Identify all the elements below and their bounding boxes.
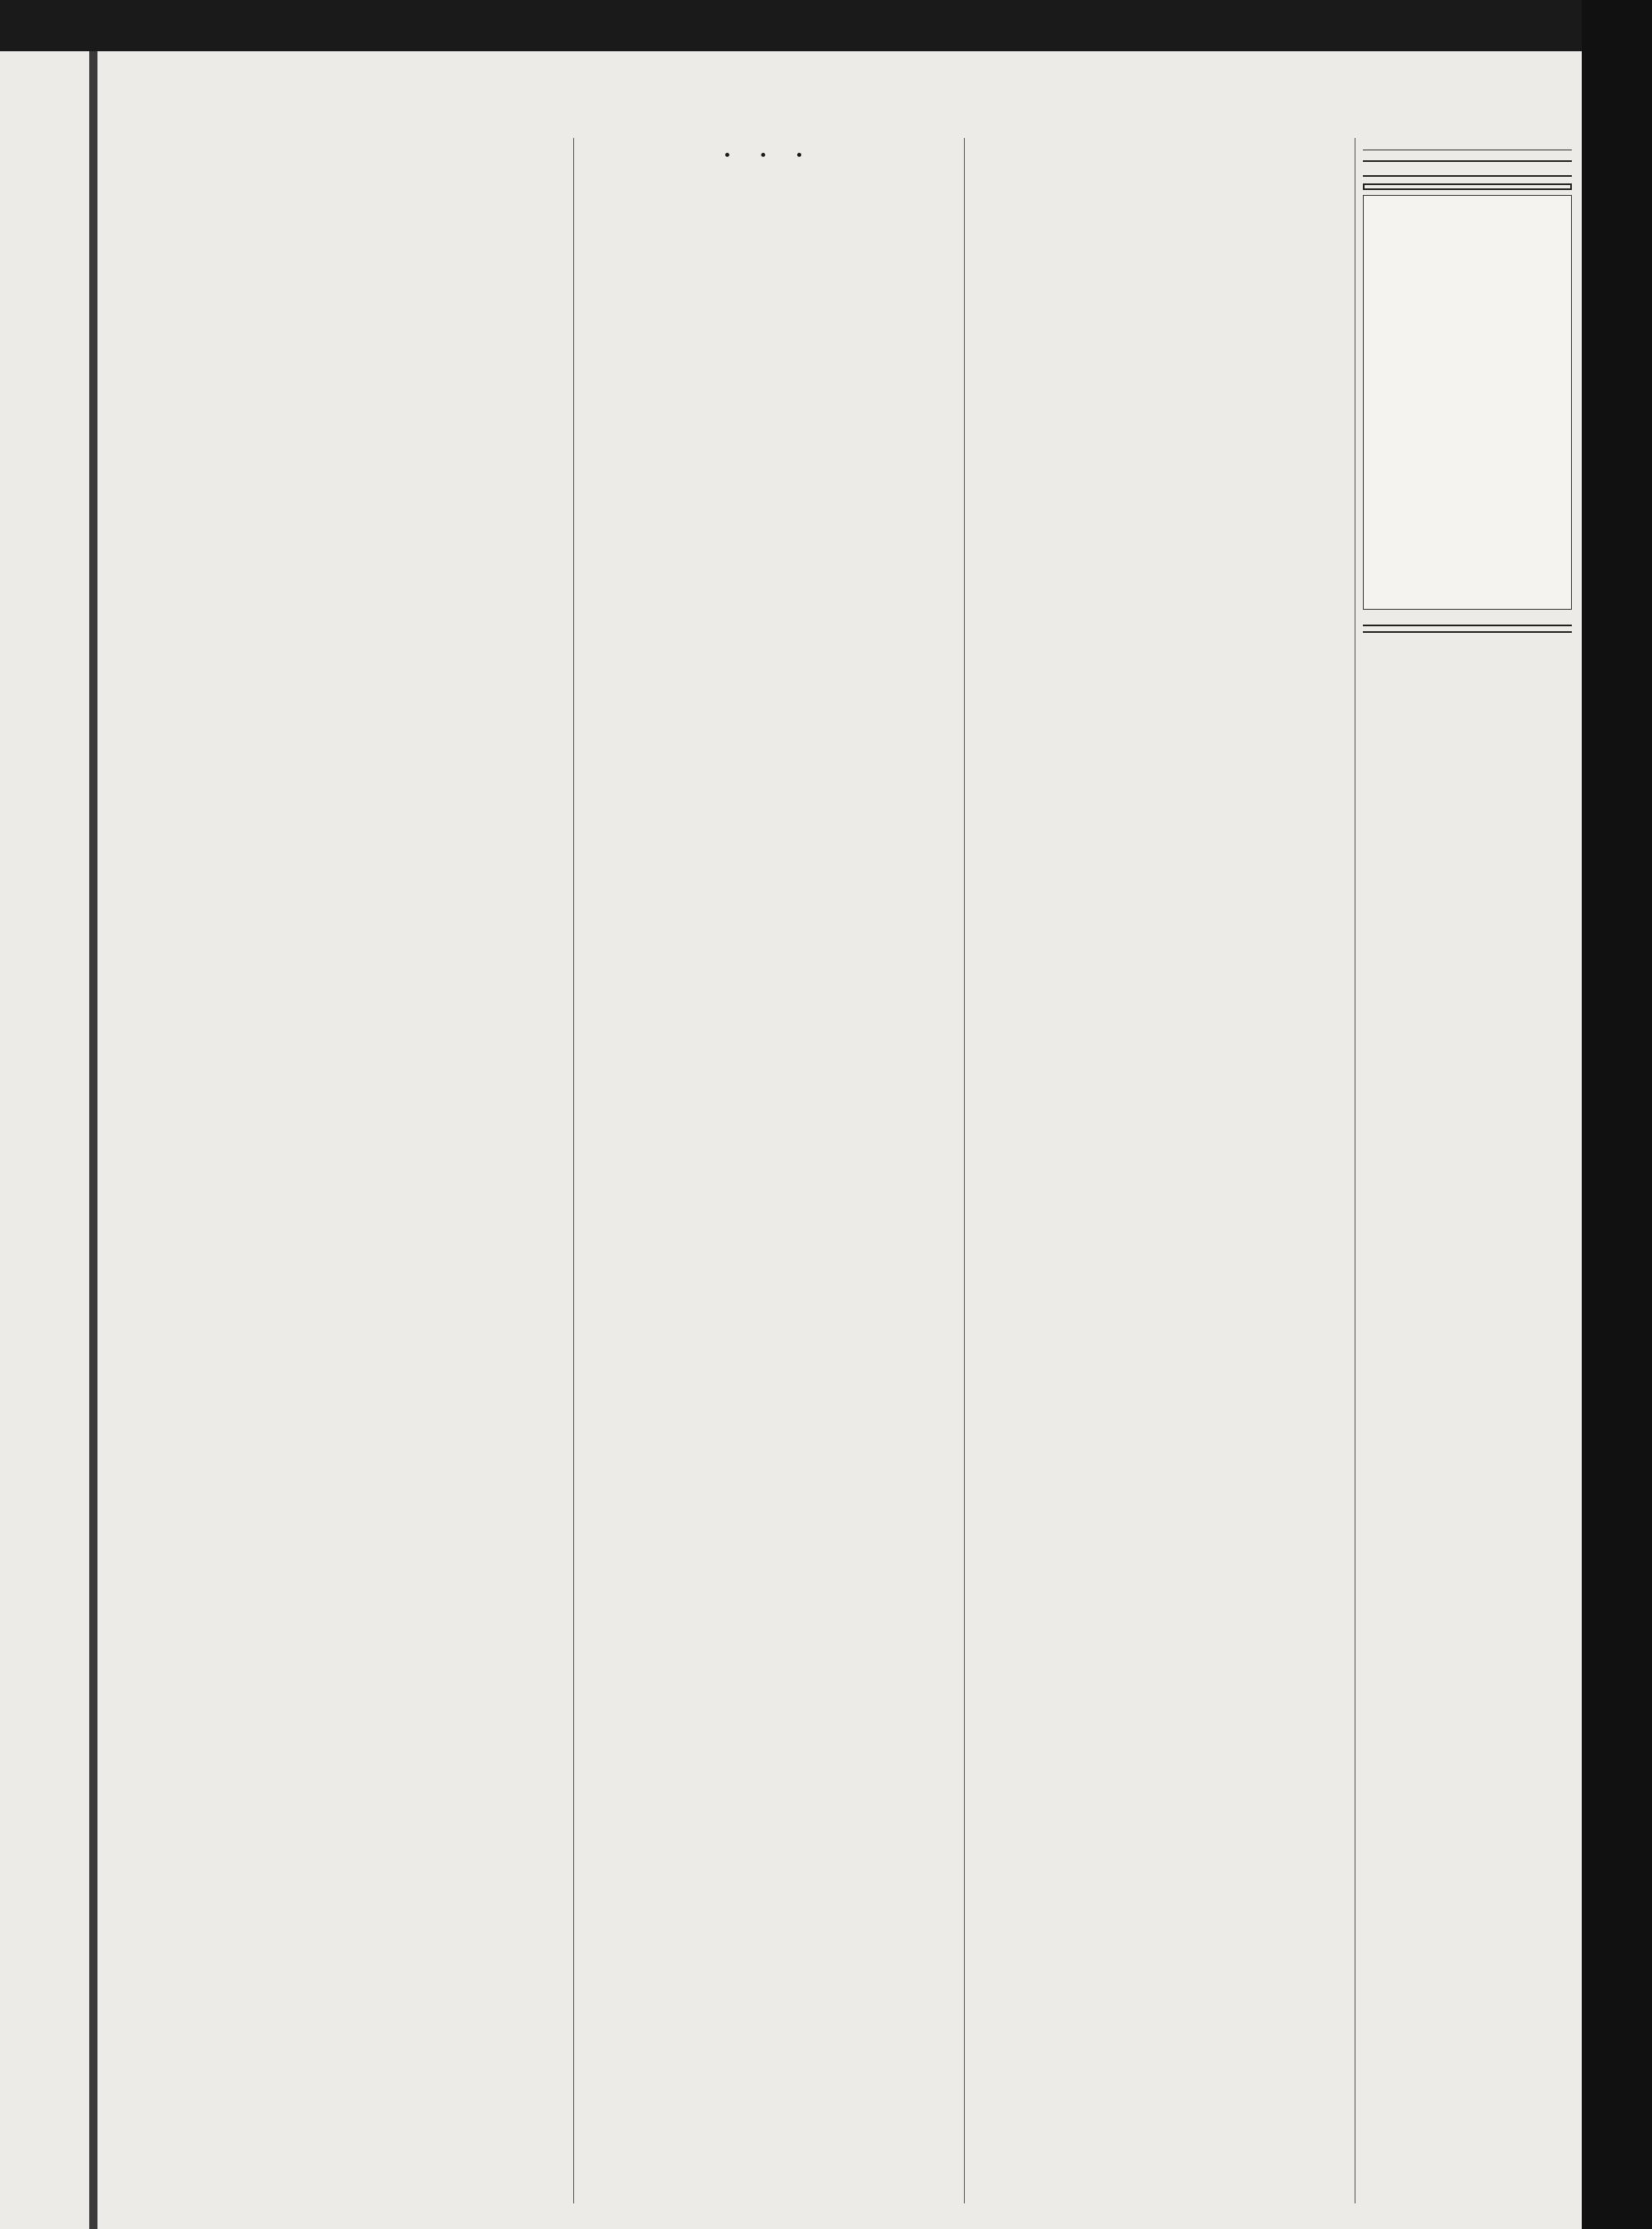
newspaper-page [0, 51, 1582, 2229]
ad-sanatorium [1363, 625, 1572, 633]
column-4 [1363, 138, 1572, 638]
meteo-title [1363, 183, 1572, 190]
column-1 [153, 138, 564, 151]
binding-gutter [89, 51, 97, 2229]
scan-edge [1582, 0, 1652, 2229]
redaktion-label [1363, 150, 1572, 154]
column-2 [580, 138, 958, 170]
column-rule [964, 138, 965, 2203]
separator-dots: • • • [723, 148, 815, 164]
redaktion-names [1363, 157, 1572, 162]
ad-verloren-text [1363, 170, 1572, 177]
column-rule [573, 138, 574, 2203]
column-3 [971, 138, 1345, 148]
barometer-chart [1363, 195, 1572, 610]
